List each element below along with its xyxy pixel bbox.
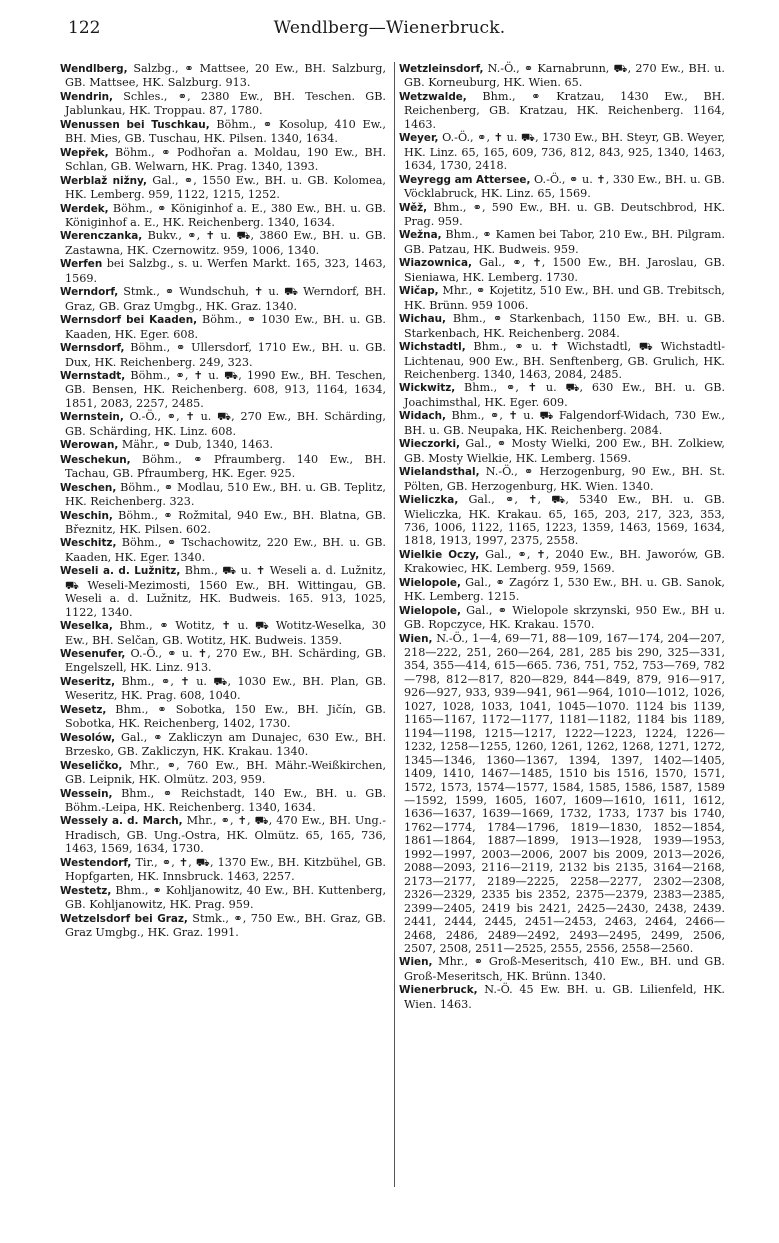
- entry-text: Tir., ⚭, ✝, ⛟, 1370 Ew., BH. Kitzbühel, GB. Hopfgarten, HK. Innsbruck. 1463, 2257.: [65, 855, 386, 884]
- gazetteer-entry: [399, 131, 725, 172]
- entry-text: Mhr., ⚭, 760 Ew., BH. Mähr.-Weißkirchen, GB. Leipnik, HK. Olmütz. 203, 959.: [65, 758, 386, 787]
- gazetteer-entry: [60, 438, 386, 452]
- gazetteer-entry: [60, 564, 386, 619]
- gazetteer-entry: [60, 703, 386, 731]
- gazetteer-entry: [60, 536, 386, 564]
- entry-text: Gal., ⚭, 1550 Ew., BH. u. GB. Kolomea, HK. Lemberg. 959, 1122, 1215, 1252.: [65, 173, 386, 202]
- entry-text: Stmk., ⚭ Wundschuh, ✝ u. ⛟ Werndorf, BH. Graz, GB. Graz Umgbg., HK. Graz. 1340.: [65, 285, 386, 313]
- gazetteer-entry: [60, 509, 386, 537]
- entry-headword: Wesetz,: [60, 703, 107, 716]
- gazetteer-entry: [60, 647, 386, 675]
- gazetteer-entry: [60, 229, 386, 257]
- page-number: 122: [68, 18, 101, 38]
- entry-text: Böhm., ⚭ Tschachowitz, 220 Ew., BH. u. GB. Kaaden, HK. Eger. 1340.: [65, 536, 386, 564]
- entry-headword: Werndorf,: [60, 286, 119, 299]
- entry-text: O.-Ö., ⚭, ✝ u. ⛟, 1730 Ew., BH. Steyr, GB. Weyer, HK. Linz. 65, 165, 609, 736, 812, 843, 925, 1340, 1463, 1634, 1730, 2418.: [404, 131, 725, 173]
- gazetteer-entry: [399, 173, 725, 201]
- entry-text: N.-Ö. 45 Ew. BH. u. GB. Lilienfeld, HK. Wien. 1463.: [404, 983, 725, 1011]
- entry-headword: Weseličko,: [60, 759, 123, 772]
- entry-text: Bhm., ⚭ Starkenbach, 1150 Ew., BH. u. GB. Starkenbach, HK. Reichenberg. 2084.: [404, 312, 725, 340]
- gazetteer-entry: [60, 912, 386, 940]
- gazetteer-entry: [399, 201, 725, 229]
- entry-text: Mhr., ⚭, ✝, ⛟, 470 Ew., BH. Ung.-Hradisch, GB. Ung.-Ostra, HK. Olmütz. 65, 165, 736, 1463, 1569, 1634, 1730.: [65, 814, 386, 856]
- entry-text: Bhm., ⚭ u. ✝ Wichstadtl, ⛟ Wichstadtl-Lichtenau, 900 Ew., BH. Senftenberg, GB. Grulich, HK. Reichenberg. 1340, 1463, 2084, 2485.: [404, 340, 725, 381]
- entry-headword: Wessely a. d. March,: [60, 815, 183, 828]
- entry-headword: Wetzleinsdorf,: [399, 63, 484, 75]
- entry-headword: Wiazownica,: [399, 257, 472, 270]
- entry-text: Böhm., ⚭ Podhořan a. Moldau, 190 Ew., BH. Schlan, GB. Welwarn, HK. Prag. 1340, 1393.: [65, 145, 386, 174]
- entry-text: Böhm., ⚭ Kosolup, 410 Ew., BH. Mies, GB. Tuschau, HK. Pilsen. 1340, 1634.: [65, 117, 386, 146]
- entry-text: N.-Ö., ⚭ Herzogenburg, 90 Ew., BH. St. Pölten, GB. Herzogenburg, HK. Wien. 1340.: [404, 465, 725, 493]
- entry-headword: Wendlberg,: [60, 63, 128, 75]
- entry-text: O.-Ö., ⚭ u. ✝, 270 Ew., BH. Schärding, GB. Engelszell, HK. Linz. 913.: [65, 647, 386, 675]
- entry-headword: Wielandsthal,: [399, 466, 480, 479]
- entry-text: Gal., ⚭ Mosty Wielki, 200 Ew., BH. Zolkiew, GB. Mosty Wielkie, HK. Lemberg. 1569.: [404, 437, 725, 465]
- entry-headword: Westendorf,: [60, 856, 132, 869]
- entry-headword: Wetzelsdorf bei Graz,: [60, 912, 188, 925]
- entry-text: Gal., ⚭ Wielopole skrzynski, 950 Ew., BH u. GB. Ropczyce, HK. Krakau. 1570.: [404, 603, 725, 632]
- entry-headword: Wetzwalde,: [399, 90, 467, 103]
- entry-headword: Weseli a. d. Lužnitz,: [60, 565, 181, 578]
- entry-headword: Wesenufer,: [60, 648, 126, 661]
- entry-headword: Weschekun,: [60, 453, 131, 466]
- gazetteer-entry: [399, 62, 725, 90]
- entry-text: Salzbg., ⚭ Mattsee, 20 Ew., BH. Salzburg, GB. Mattsee, HK. Salzburg. 913.: [65, 62, 386, 90]
- gazetteer-entry: [60, 481, 386, 509]
- gazetteer-entry: [60, 90, 386, 118]
- gazetteer-entry: [60, 619, 386, 647]
- gazetteer-entry: [399, 228, 725, 256]
- entry-text: bei Salzbg., s. u. Werfen Markt. 165, 323, 1463, 1569.: [65, 257, 386, 285]
- gazetteer-entry: [60, 675, 386, 703]
- gazetteer-entry: [399, 409, 725, 437]
- gazetteer-entry: [60, 410, 386, 438]
- entry-text: Bhm., ⚭, 590 Ew., BH. u. GB. Deutschbrod, HK. Prag. 959.: [404, 200, 725, 228]
- entry-headword: Wesolów,: [60, 731, 116, 744]
- gazetteer-entry: [399, 955, 725, 983]
- running-title: Wendlberg—Wienerbruck.: [273, 18, 506, 38]
- gazetteer-entry: [60, 787, 386, 815]
- column-divider: [394, 62, 395, 1187]
- entry-headword: Werfen: [60, 258, 103, 271]
- entry-headword: Wernsdorf bei Kaaden,: [60, 314, 198, 327]
- entry-headword: Wepřek,: [60, 146, 109, 159]
- gazetteer-entry: [399, 284, 725, 312]
- gazetteer-entry: [60, 759, 386, 787]
- entry-text: Böhm., ⚭ Modlau, 510 Ew., BH. u. GB. Teplitz, HK. Reichenberg. 323.: [65, 480, 386, 509]
- entry-headword: Widach,: [399, 410, 446, 423]
- gazetteer-entry: [60, 174, 386, 202]
- entry-headword: Wendrin,: [60, 90, 114, 103]
- entry-headword: Wickwitz,: [399, 382, 456, 395]
- entry-text: Schles., ⚭, 2380 Ew., BH. Teschen. GB. Jablunkau, HK. Troppau. 87, 1780.: [65, 89, 386, 118]
- gazetteer-entry: [60, 118, 386, 146]
- gazetteer-entry: [60, 62, 386, 90]
- gazetteer-entry: [399, 256, 725, 284]
- gazetteer-entry: [399, 983, 725, 1011]
- entry-text: Böhm., ⚭ Ullersdorf, 1710 Ew., BH. u. GB. Dux, HK. Reichenberg. 249, 323.: [65, 341, 386, 369]
- entry-text: Gal., ⚭ Zagórz 1, 530 Ew., BH. u. GB. Sanok, HK. Lemberg. 1215.: [404, 575, 725, 604]
- entry-text: Böhm., ⚭ Rožmital, 940 Ew., BH. Blatna, GB. Březnitz, HK. Pilsen. 602.: [65, 508, 386, 536]
- entry-text: Mhr., ⚭ Kojetitz, 510 Ew., BH. und GB. Trebitsch, HK. Brünn. 959 1006.: [404, 284, 725, 312]
- gazetteer-entry: [60, 884, 386, 912]
- entry-headword: Wielopole,: [399, 604, 461, 617]
- entry-text: N.-Ö., 1—4, 69—71, 88—109, 167—174, 204—207, 218—222, 251, 260—264, 281, 285 bis 290, 325—331, 354, 355—414, 615—665. 736, 751, 752, 753—769, 782—798, 812—817, 820—829, 844—849, 879, 916—917, 926—927, 933, 939—941, 961—964, 1010—1012, 1026, 1027, 1028, 1033, 1041, 1045—1070. 1124 bis 1139, 1165—1167, 1172—1177, 1181—1182, 1184 bis 1189, 1194—1198, 1215—1217, 1222—1223, 1224, 1226—1232, 1258—1255, 1260, 1261, 1262, 1268, 1271, 1272, 1345—1346, 1360—1367, 1394, 1397, 1402—1405, 1409, 1410, 1467—1485, 1510 bis 1516, 1570, 1571, 1572, 1573, 1574—1577, 1584, 1585, 1586, 1587, 1589—1592, 1599, 1605, 1607, 1609—1610, 1611, 1612, 1636—1637, 1639—1669, 1732, 1733, 1737 bis 1740, 1762—1774, 1784—1796, 1819—1830, 1852—1854, 1861—1864, 1887—1899, 1913—1928, 1939—1953, 1992—1997, 2003—2006, 2007 bis 2009, 2013—2026, 2088—2093, 2116—2119, 2132 bis 2135, 3164—2168, 2173—2177, 2189—2225, 2258—2277, 2302—2308, 2326—2329, 2335 bis 2352, 2375—2379, 2383—2385, 2399—2405, 2419 bis 2421, 2425—2430, 2438, 2439. 2441, 2444, 2445, 2451—2453, 2463, 2464, 2466—2468, 2486, 2489—2492, 2493—2495, 2499, 2506, 2507, 2508, 2511—2525, 2555, 2556, 2558—2560.: [404, 631, 725, 955]
- gazetteer-entry: [399, 381, 725, 409]
- entry-text: Bhm., ⚭, ✝ u. ⛟, 630 Ew., BH. u. GB. Joachimsthal, HK. Eger. 609.: [404, 381, 725, 409]
- page-header: [0, 18, 779, 46]
- entry-text: Gal., ⚭ Zakliczyn am Dunajec, 630 Ew., BH. Brzesko, GB. Zakliczyn, HK. Krakau. 1340.: [65, 730, 386, 759]
- right-column: [399, 62, 725, 1011]
- entry-headword: Wielopole,: [399, 576, 461, 589]
- entry-headword: Wien,: [399, 956, 433, 969]
- gazetteer-entry: [399, 90, 725, 131]
- entry-headword: Wernsdorf,: [60, 342, 125, 355]
- entry-headword: Wielkie Oczy,: [399, 548, 480, 561]
- entry-text: Böhm., ⚭ Königinhof a. E., 380 Ew., BH. u. GB. Königinhof a. E., HK. Reichenberg. 1340, 1634.: [65, 201, 386, 229]
- gazetteer-entry: [399, 576, 725, 604]
- entry-headword: Wernstadt,: [60, 369, 126, 382]
- entry-headword: Wien,: [399, 632, 433, 645]
- entry-text: Bhm., ⚭ Reichstadt, 140 Ew., BH. u. GB. Böhm.-Leipa, HK. Reichenberg. 1340, 1634.: [65, 786, 386, 815]
- entry-text: O.-Ö., ⚭, ✝ u. ⛟, 270 Ew., BH. Schärding, GB. Schärding, HK. Linz. 608.: [65, 410, 386, 438]
- gazetteer-entry: [399, 340, 725, 381]
- entry-text: Bhm., ⚭, ✝ u. ⛟, 1030 Ew., BH. Plan, GB. Weseritz, HK. Prag. 608, 1040.: [65, 674, 386, 703]
- gazetteer-entry: [399, 632, 725, 956]
- entry-text: Bhm., ⚭ Wotitz, ✝ u. ⛟ Wotitz-Weselka, 30 Ew., BH. Selčan, GB. Wotitz, HK. Budweis. 1359.: [65, 619, 386, 647]
- gazetteer-entry: [399, 493, 725, 548]
- entry-headword: Wieczorki,: [399, 438, 460, 451]
- entry-text: Gal., ⚭, ✝, 2040 Ew., BH. Jaworów, GB. Krakowiec, HK. Lemberg. 959, 1569.: [404, 547, 725, 576]
- entry-headword: Wieliczka,: [399, 494, 459, 507]
- entry-headword: Weyer,: [399, 132, 439, 145]
- entry-headword: Weschen,: [60, 481, 117, 494]
- entry-text: Stmk., ⚭, 750 Ew., BH. Graz, GB. Graz Umgbg., HK. Graz. 1991.: [65, 911, 386, 940]
- entry-text: Gal., ⚭, ✝, 1500 Ew., BH. Jaroslau, GB. Sieniawa, HK. Lemberg. 1730.: [404, 256, 725, 284]
- entry-text: Mhr., ⚭ Groß-Meseritsch, 410 Ew., BH. und GB. Groß-Meseritsch, HK. Brünn. 1340.: [404, 955, 725, 983]
- entry-headword: Westetz,: [60, 884, 112, 897]
- entry-text: Bhm., ⛟ u. ✝ Weseli a. d. Lužnitz, ⛟ Weseli-Mezimosti, 1560 Ew., BH. Wittingau, GB. Weseli a. d. Lužnitz, HK. Budweis. 165. 913, 1025, 1122, 1340.: [65, 564, 386, 619]
- entry-headword: Weschitz,: [60, 537, 117, 550]
- entry-headword: Weyregg am Attersee,: [399, 173, 531, 186]
- entry-text: Bhm., ⚭ Kamen bei Tabor, 210 Ew., BH. Pilgram. GB. Patzau, HK. Budweis. 959.: [404, 228, 725, 256]
- entry-text: Böhm., ⚭ Pfraumberg. 140 Ew., BH. Tachau, GB. Pfraumberg, HK. Eger. 925.: [65, 452, 386, 481]
- entry-headword: Wežna,: [399, 229, 442, 242]
- gazetteer-entry: [60, 856, 386, 884]
- entry-headword: Wichau,: [399, 313, 446, 326]
- gazetteer-entry: [60, 146, 386, 174]
- entry-headword: Wenussen bei Tuschkau,: [60, 118, 210, 131]
- gazetteer-entry: [60, 313, 386, 341]
- entry-text: N.-Ö., ⚭ Karnabrunn, ⛟, 270 Ew., BH. u. GB. Korneuburg, HK. Wien. 65.: [404, 62, 725, 90]
- entry-text: Bhm., ⚭ Kratzau, 1430 Ew., BH. Reichenberg, GB. Kratzau, HK. Reichenberg. 1164, 1463.: [404, 89, 725, 131]
- entry-headword: Wernstein,: [60, 411, 124, 424]
- entry-text: Böhm., ⚭ 1030 Ew., BH. u. GB. Kaaden, HK. Eger. 608.: [65, 313, 386, 341]
- entry-text: Bukv., ⚭, ✝ u. ⛟, 3860 Ew., BH. u. GB. Zastawna, HK. Czernowitz. 959, 1006, 1340.: [65, 229, 386, 257]
- gazetteer-entry: [60, 453, 386, 481]
- gazetteer-entry: [60, 731, 386, 759]
- entry-text: O.-Ö., ⚭ u. ✝, 330 Ew., BH. u. GB. Vöcklabruck, HK. Linz. 65, 1569.: [404, 172, 725, 201]
- entry-headword: Weselka,: [60, 620, 113, 633]
- entry-headword: Wěž,: [399, 201, 428, 214]
- gazetteer-entry: [60, 202, 386, 230]
- entry-headword: Weschin,: [60, 509, 113, 522]
- gazetteer-entry: [60, 341, 386, 369]
- entry-headword: Wienerbruck,: [399, 984, 478, 997]
- entry-headword: Werenczanka,: [60, 230, 143, 243]
- entry-headword: Wessein,: [60, 787, 113, 800]
- entry-headword: Werblaž nižny,: [60, 174, 147, 187]
- gazetteer-entry: [399, 548, 725, 576]
- gazetteer-entry: [60, 285, 386, 313]
- gazetteer-entry: [60, 369, 386, 410]
- left-column: [60, 62, 386, 940]
- entry-headword: Werowan,: [60, 439, 119, 452]
- entry-text: Gal., ⚭, ✝, ⛟, 5340 Ew., BH. u. GB. Wieliczka, HK. Krakau. 65, 165, 203, 217, 323, 353, 736, 1006, 1122, 1165, 1223, 1359, 1463, 1569, 1634, 1818, 1913, 1997, 2375, 2558.: [404, 493, 725, 548]
- entry-text: Bhm., ⚭ Sobotka, 150 Ew., BH. Jičín, GB. Sobotka, HK. Reichenberg, 1402, 1730.: [65, 702, 386, 731]
- entry-text: Mähr., ⚭ Dub, 1340, 1463.: [118, 438, 274, 452]
- entry-text: Böhm., ⚭, ✝ u. ⛟, 1990 Ew., BH. Teschen, GB. Bensen, HK. Reichenberg. 608, 913, 1164, 1634, 1851, 2083, 2257, 2485.: [65, 368, 386, 410]
- gazetteer-entry: [60, 814, 386, 855]
- gazetteer-entry: [60, 257, 386, 285]
- gazetteer-entry: [399, 465, 725, 493]
- entry-headword: Wičap,: [399, 285, 439, 298]
- gazetteer-entry: [399, 437, 725, 465]
- gazetteer-entry: [399, 312, 725, 340]
- gazetteer-entry: [399, 604, 725, 632]
- entry-text: Bhm., ⚭, ✝ u. ⛟ Falgendorf-Widach, 730 Ew., BH. u. GB. Neupaka, HK. Reichenberg. 2084.: [404, 409, 725, 437]
- entry-text: Bhm., ⚭ Kohljanowitz, 40 Ew., BH. Kuttenberg, GB. Kohljanowitz, HK. Prag. 959.: [65, 883, 386, 912]
- entry-headword: Wichstadtl,: [399, 341, 466, 354]
- entry-headword: Weseritz,: [60, 675, 116, 688]
- entry-headword: Werdek,: [60, 202, 109, 215]
